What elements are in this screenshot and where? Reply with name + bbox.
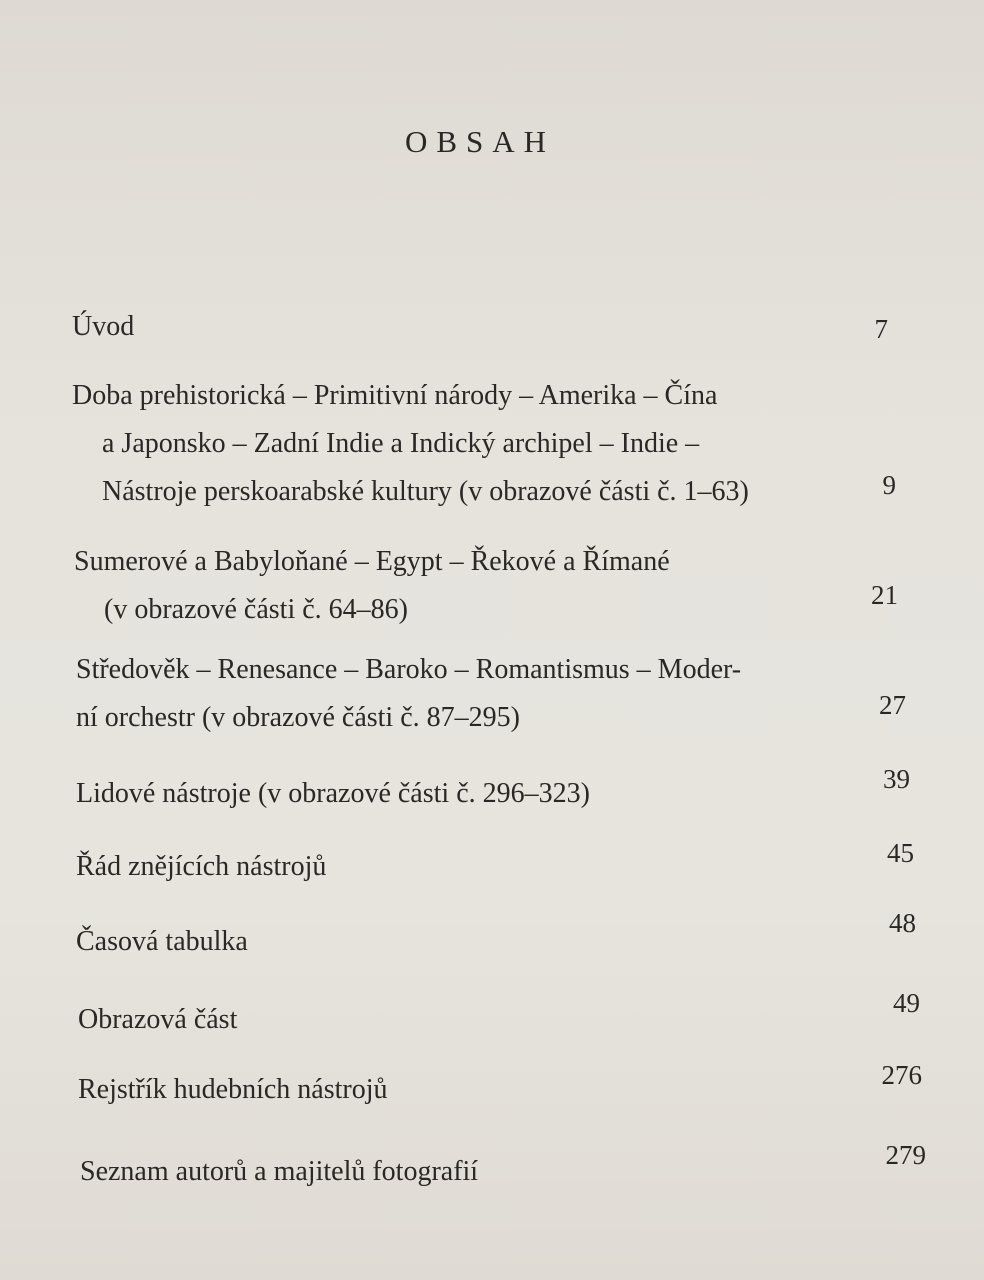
- toc-entry-line: Rejstřík hudebních nástrojů: [78, 1074, 388, 1105]
- toc-entry-line: Sumerové a Babyloňané – Egypt – Řekové a Římané: [74, 546, 670, 577]
- toc-page-number: 27: [879, 690, 906, 720]
- toc-entry-line: a Japonsko – Zadní Indie a Indický archipel – Indie –: [102, 428, 700, 459]
- toc-page-number: 45: [887, 838, 914, 868]
- toc-entry-line: Řád znějících nástrojů: [76, 851, 327, 882]
- toc-entry-uvod: [72, 303, 134, 351]
- toc-entry-seznam-autoru: [80, 1148, 478, 1196]
- toc-entry-sumerove: [74, 538, 670, 634]
- toc-entry-line: Lidové nástroje (v obrazové části č. 296–323): [76, 778, 590, 809]
- toc-page-number: 48: [889, 908, 916, 938]
- toc-page-number: 39: [883, 764, 910, 794]
- toc-page-number: 279: [885, 1140, 926, 1170]
- toc-entry-stredovek: [76, 646, 741, 742]
- toc-page-number: 276: [881, 1060, 922, 1090]
- toc-entry-line: ní orchestr (v obrazové části č. 87–295): [76, 702, 520, 733]
- toc-entry-casova-tabulka: [76, 918, 248, 966]
- toc-entry-line: Nástroje perskoarabské kultury (v obrazové části č. 1–63): [102, 476, 749, 507]
- toc-entry-obrazova-cast: [78, 996, 237, 1044]
- page-title: OBSAH: [404, 124, 556, 159]
- toc-page-number: 7: [874, 314, 888, 344]
- toc-entry-line: (v obrazové části č. 64–86): [104, 594, 408, 625]
- toc-entry-doba-prehistoricka: [72, 372, 749, 516]
- toc-entry-rejstrik: [78, 1066, 388, 1114]
- toc-page-number: 49: [893, 988, 920, 1018]
- toc-entry-line: Úvod: [72, 311, 135, 342]
- toc-entry-line: Časová tabulka: [76, 926, 248, 957]
- toc-entry-rad-znejicich-nastroju: [76, 843, 326, 891]
- toc-page-number: 21: [871, 580, 898, 610]
- toc-entry-line: Doba prehistorická – Primitivní národy – Amerika – Čína: [72, 380, 718, 411]
- toc-entry-lidove-nastroje: [76, 770, 590, 818]
- toc-entry-line: Středověk – Renesance – Baroko – Romantismus – Moder-: [76, 654, 742, 685]
- toc-entry-line: Seznam autorů a majitelů fotografií: [80, 1156, 479, 1187]
- toc-entry-line: Obrazová část: [78, 1004, 238, 1035]
- toc-page-number: 9: [882, 470, 896, 500]
